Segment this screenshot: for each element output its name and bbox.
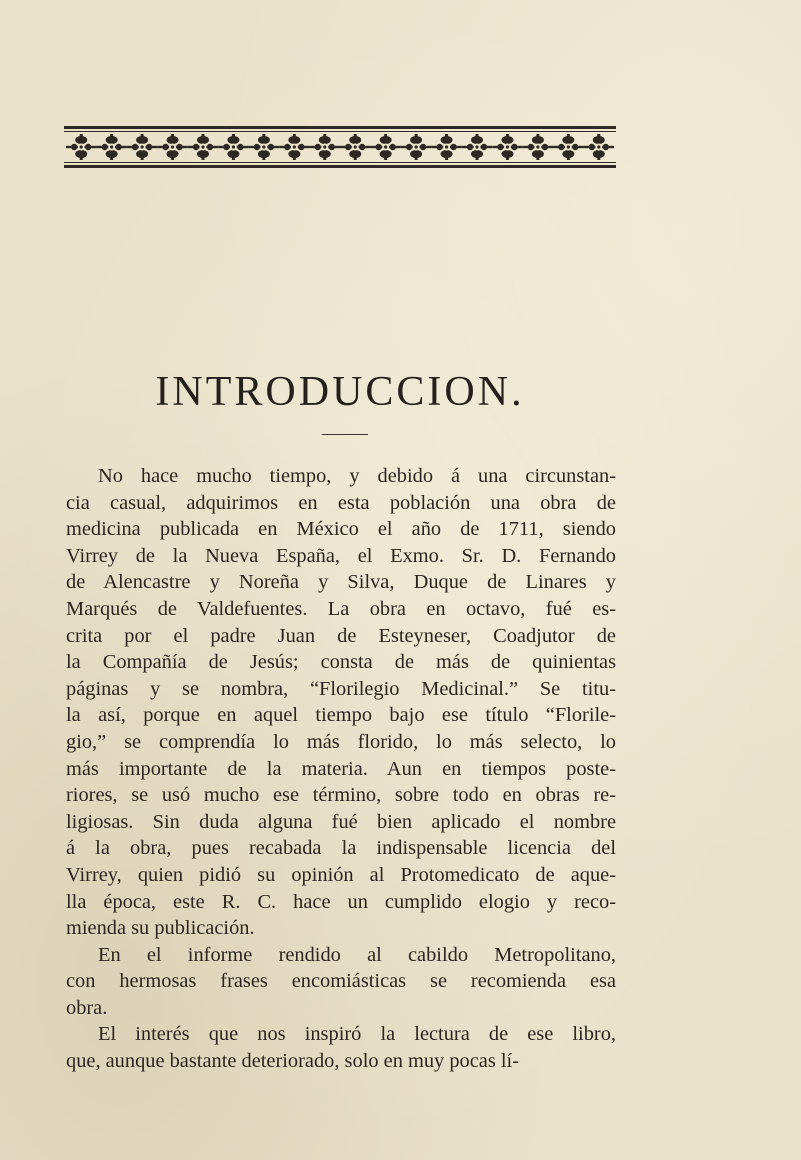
- ornament-motif: [157, 134, 187, 160]
- ornament-motif: [431, 134, 461, 160]
- ornament-motif: [279, 134, 309, 160]
- decorative-ornament-band: [62, 124, 618, 170]
- text-line: de Alencastre y Noreña y Silva, Duque de Linares y: [66, 571, 616, 594]
- text-line: riores, se usó mucho ese término, sobre todo en obras re-: [66, 784, 616, 807]
- paragraph-1: [66, 463, 616, 942]
- body-text: [66, 463, 616, 1075]
- ornament-motif: [188, 134, 218, 160]
- text-line: El interés que nos inspiró la lectura de ese libro,: [98, 1023, 616, 1046]
- ornament-motif: [218, 134, 248, 160]
- text-line: obra.: [66, 996, 108, 1019]
- ornament-motif: [249, 134, 279, 160]
- chapter-title: INTRODUCCION.: [155, 369, 525, 415]
- ornament-motif: [96, 134, 126, 160]
- ornament-motif: [370, 134, 400, 160]
- text-line: ligiosas. Sin duda alguna fué bien aplicado el nombre: [66, 810, 616, 833]
- paragraph-3: [66, 1021, 616, 1074]
- text-line: la así, porque en aquel tiempo bajo ese título “Florile-: [66, 704, 616, 727]
- text-line: con hermosas frases encomiásticas se recomienda esa: [66, 970, 616, 993]
- text-line: crita por el padre Juan de Esteyneser, Coadjutor de: [66, 624, 616, 647]
- text-line: lla época, este R. C. hace un cumplido elogio y reco-: [66, 890, 616, 913]
- text-line: mienda su publicación.: [66, 917, 255, 940]
- ornament-motif: [340, 134, 370, 160]
- text-line: á la obra, pues recabada la indispensable licencia del: [66, 837, 616, 860]
- text-line: En el informe rendido al cabildo Metropolitano,: [98, 943, 616, 966]
- ornament-motif: [492, 134, 522, 160]
- ornament-motif: [310, 134, 340, 160]
- text-line: medicina publicada en México el año de 1711, siendo: [66, 518, 616, 541]
- text-line: Virrey, quien pidió su opinión al Protomedicato de aque-: [66, 863, 616, 886]
- text-line: la Compañía de Jesús; consta de más de quinientas: [66, 651, 616, 674]
- text-line: más importante de la materia. Aun en tiempos poste-: [66, 757, 616, 780]
- ornament-motif: [553, 134, 583, 160]
- text-line: páginas y se nombra, “Florilegio Medicinal.” Se titu-: [66, 677, 616, 700]
- paragraph-2: [66, 942, 616, 1022]
- text-line: que, aunque bastante deteriorado, solo en muy pocas lí-: [66, 1050, 519, 1073]
- ornament-motif: [523, 134, 553, 160]
- ornament-motif: [66, 134, 96, 160]
- text-line: Marqués de Valdefuentes. La obra en octavo, fué es-: [66, 597, 616, 620]
- text-line: cia casual, adquirimos en esta población una obra de: [66, 491, 616, 514]
- text-line: Virrey de la Nueva España, el Exmo. Sr. D. Fernando: [66, 544, 616, 567]
- ornament-motif: [462, 134, 492, 160]
- ornament-icon: [62, 124, 618, 170]
- text-line: gio,” se comprendía lo más florido, lo más selecto, lo: [66, 730, 616, 753]
- ornament-motif: [401, 134, 431, 160]
- ornament-motif: [127, 134, 157, 160]
- ornament-motif: [584, 134, 614, 160]
- text-line: No hace mucho tiempo, y debido á una circunstan-: [98, 465, 616, 487]
- title-divider: [322, 434, 368, 435]
